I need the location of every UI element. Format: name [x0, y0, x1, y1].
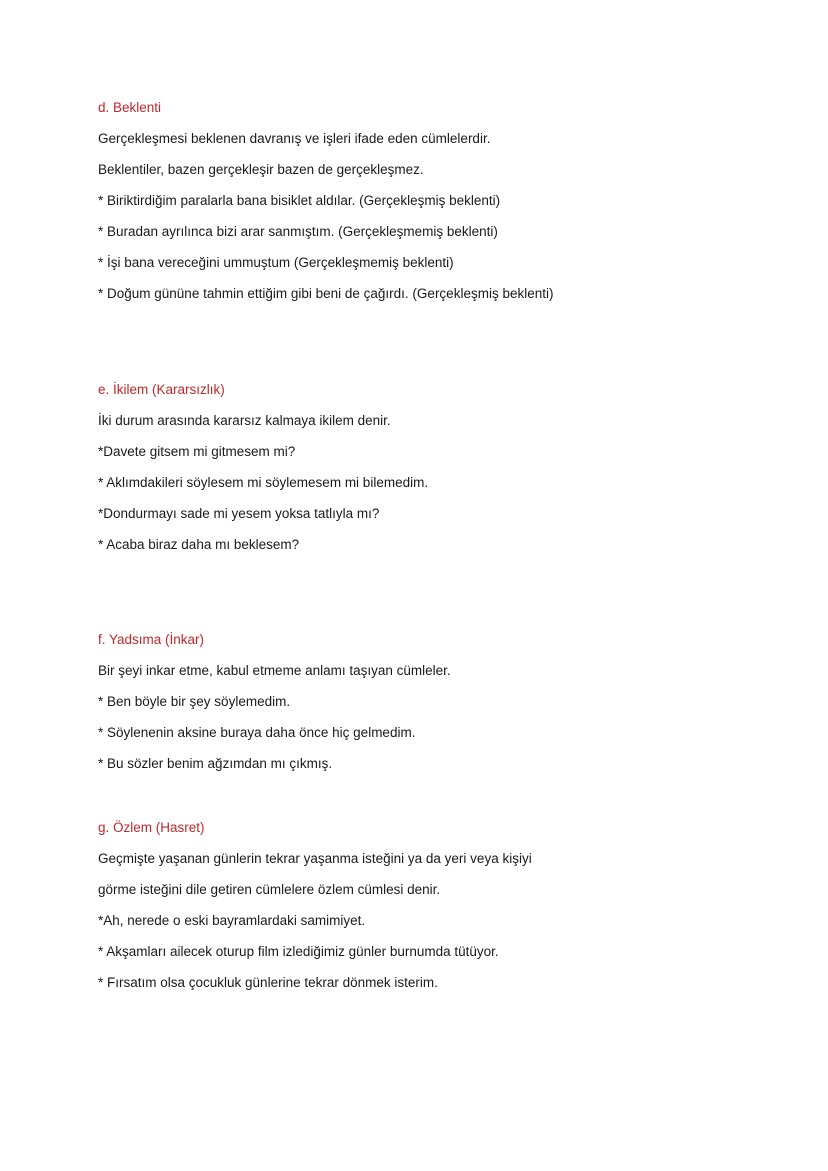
- example-item: * Aklımdakileri söylesem mi söylemesem mi bilemedim.: [98, 475, 429, 490]
- example-item: * Akşamları ailecek oturup film izlediğimiz günler burnumda tütüyor.: [98, 944, 499, 959]
- section-text: İki durum arasında kararsız kalmaya ikilem denir.: [98, 413, 391, 428]
- section-text: Beklentiler, bazen gerçekleşir bazen de gerçekleşmez.: [98, 162, 424, 177]
- section-heading: d. Beklenti: [98, 100, 162, 115]
- example-item: *Ah, nerede o eski bayramlardaki samimiyet.: [98, 913, 366, 928]
- example-item: * Söylenenin aksine buraya daha önce hiç gelmedim.: [98, 725, 416, 740]
- section-ikilem: [98, 374, 778, 560]
- section-heading: f. Yadsıma (İnkar): [98, 632, 205, 647]
- example-item: * Bu sözler benim ağzımdan mı çıkmış.: [98, 756, 333, 771]
- example-item: * Biriktirdiğim paralarla bana bisiklet aldılar. (Gerçekleşmiş beklenti): [98, 193, 501, 208]
- example-item: * Doğum gününe tahmin ettiğim gibi beni de çağırdı. (Gerçekleşmiş beklenti): [98, 286, 554, 301]
- example-item: *Davete gitsem mi gitmesem mi?: [98, 444, 296, 459]
- section-yadsima: [98, 624, 778, 779]
- section-text: Gerçekleşmesi beklenen davranış ve işleri ifade eden cümlelerdir.: [98, 131, 491, 146]
- example-item: * İşi bana vereceğini ummuştum (Gerçekleşmemiş beklenti): [98, 255, 454, 270]
- example-item: * Fırsatım olsa çocukluk günlerine tekrar dönmek isterim.: [98, 975, 438, 990]
- section-text: Geçmişte yaşanan günlerin tekrar yaşanma isteğini ya da yeri veya kişiyi: [98, 851, 532, 866]
- section-heading: g. Özlem (Hasret): [98, 820, 205, 835]
- section-ozlem: [98, 812, 778, 998]
- section-beklenti: [98, 92, 778, 309]
- example-item: *Dondurmayı sade mi yesem yoksa tatlıyla mı?: [98, 506, 380, 521]
- example-item: * Ben böyle bir şey söylemedim.: [98, 694, 291, 709]
- example-item: * Buradan ayrılınca bizi arar sanmıştım. (Gerçekleşmemiş beklenti): [98, 224, 498, 239]
- section-text: Bir şeyi inkar etme, kabul etmeme anlamı taşıyan cümleler.: [98, 663, 451, 678]
- section-text: görme isteğini dile getiren cümlelere özlem cümlesi denir.: [98, 882, 441, 897]
- example-item: * Acaba biraz daha mı beklesem?: [98, 537, 300, 552]
- section-heading: e. İkilem (Kararsızlık): [98, 382, 225, 397]
